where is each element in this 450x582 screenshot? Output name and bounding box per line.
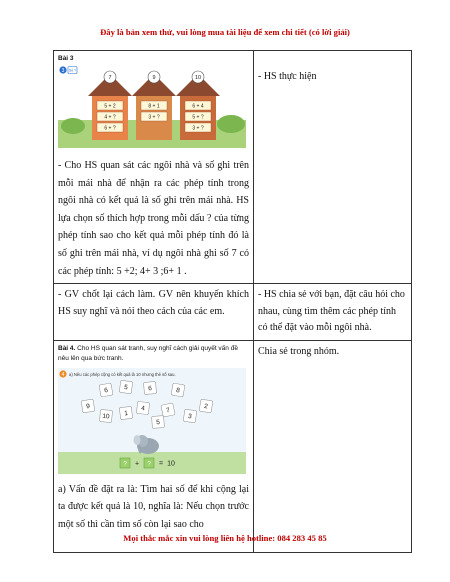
card-number: 6 bbox=[147, 384, 153, 392]
roof-number: 7 bbox=[108, 75, 112, 81]
equation-symbol: = bbox=[158, 460, 164, 468]
exercise-title: Bài 3 bbox=[58, 55, 74, 62]
house bbox=[88, 71, 132, 140]
houses-figure bbox=[58, 66, 246, 148]
card-number: 10 bbox=[102, 412, 110, 421]
table-row bbox=[54, 51, 412, 284]
number-card bbox=[99, 409, 112, 422]
equation-symbol: + bbox=[134, 460, 140, 468]
svg-text:Số ?: Số ? bbox=[69, 68, 76, 73]
lesson-table bbox=[53, 50, 412, 553]
window-expression: 3 + ? bbox=[192, 125, 204, 132]
number-card bbox=[143, 381, 156, 394]
number-card bbox=[136, 401, 149, 414]
number-card bbox=[119, 406, 132, 419]
card-number: 2 bbox=[203, 402, 209, 411]
window-expression: 3 + ? bbox=[148, 114, 160, 121]
roof-number: 9 bbox=[152, 75, 156, 81]
card-number: 5 bbox=[155, 418, 161, 426]
window-expression: 8 + 1 bbox=[148, 103, 160, 110]
svg-text:3: 3 bbox=[61, 67, 65, 74]
svg-text:4: 4 bbox=[61, 371, 65, 378]
teacher-cell bbox=[54, 340, 254, 552]
student-activity-text: - HS thực hiện bbox=[258, 71, 317, 82]
exercise-4-text: Cho HS quan sát tranh, suy nghĩ cách giải quyết vấn đề nêu lên qua bức tranh. bbox=[58, 344, 238, 363]
teacher-cell bbox=[54, 51, 254, 284]
number-card bbox=[199, 399, 213, 413]
number-card bbox=[81, 399, 95, 413]
number-card bbox=[183, 409, 197, 423]
card-number: 3 bbox=[187, 412, 193, 421]
window-expression: 6 + ? bbox=[104, 125, 116, 132]
student-share-text: - HS chia sẻ với bạn, đặt câu hỏi cho nhau, cùng tìm thêm các phép tính có thể đặt vào mỗi ngôi nhà. bbox=[258, 289, 405, 334]
number-cards-figure bbox=[58, 368, 246, 474]
figure-prompt: a) Nêu các phép cộng có kết quả là 10 nhưng thẻ số sau. bbox=[69, 371, 176, 377]
window-expression: 4 + ? bbox=[104, 114, 116, 121]
equation-symbol: ? bbox=[147, 460, 151, 468]
student-cell bbox=[254, 51, 412, 284]
number-card bbox=[99, 383, 113, 397]
card-number: 1 bbox=[123, 409, 129, 418]
number-card bbox=[152, 415, 165, 428]
problem-text: a) Vấn đề đặt ra là: Tìm hai số để khi cộng lại ta được kết quả là 10, nghĩa là: Nếu chọn trước một số thì cần tìm số còn lại sao cho bbox=[58, 483, 249, 530]
footer-notice: Mọi thắc mắc xin vui lòng liên hệ hotline: 084 283 45 85 bbox=[123, 533, 327, 543]
card-number: 5 bbox=[123, 383, 129, 392]
instructions-text: - Cho HS quan sát các ngôi nhà và số ghi trên mỗi mái nhà để nhận ra các phép tính trong ngôi nhà có kết quả là số ghi trên mái nhà. HS lựa chọn số thích hợp trong mỗi dấu ? của từng phép tính sao cho kết quả mỗi phép tính đó là số ghi trên mái nhà, ví dụ ngôi nhà ghi số 7 có các phép tính: 5 +2; 4+ 3 ;6+ 1 . bbox=[58, 160, 249, 277]
bush bbox=[61, 118, 85, 134]
teacher-cell bbox=[54, 284, 254, 341]
card-number: 7 bbox=[165, 406, 171, 415]
exercise-4-intro bbox=[58, 344, 249, 365]
table-row bbox=[54, 284, 412, 341]
roof-number: 10 bbox=[194, 75, 202, 81]
house bbox=[132, 71, 176, 140]
house bbox=[176, 71, 220, 140]
group-share-text: Chia sẻ trong nhóm. bbox=[258, 345, 340, 357]
exercise-4-label: Bài 4. bbox=[58, 344, 76, 352]
number-card bbox=[161, 403, 175, 417]
equation-symbol: 10 bbox=[167, 460, 175, 468]
window-expression: 6 + 4 bbox=[192, 103, 204, 110]
window-expression: 5 + ? bbox=[192, 114, 204, 121]
student-cell bbox=[254, 340, 412, 552]
card-number: 6 bbox=[103, 386, 109, 395]
bush bbox=[217, 115, 245, 133]
exercise-badge bbox=[59, 66, 77, 73]
card-number: 8 bbox=[175, 386, 181, 395]
header-notice: Đây là bản xem thử, vui lòng mua tài liệu để xem chi tiết (có lời giải) bbox=[100, 27, 350, 37]
student-cell bbox=[254, 284, 412, 341]
number-card bbox=[171, 383, 185, 397]
table-row bbox=[54, 340, 412, 552]
number-card bbox=[119, 380, 133, 394]
card-number: 4 bbox=[140, 404, 146, 413]
teacher-conclusion-text: - GV chốt lại cách làm. GV nên khuyến khích HS suy nghĩ và nói theo cách của các em. bbox=[58, 289, 249, 317]
window-expression: 5 + 2 bbox=[104, 103, 116, 110]
equation-symbol: ? bbox=[123, 460, 127, 468]
card-number: 9 bbox=[85, 402, 91, 411]
